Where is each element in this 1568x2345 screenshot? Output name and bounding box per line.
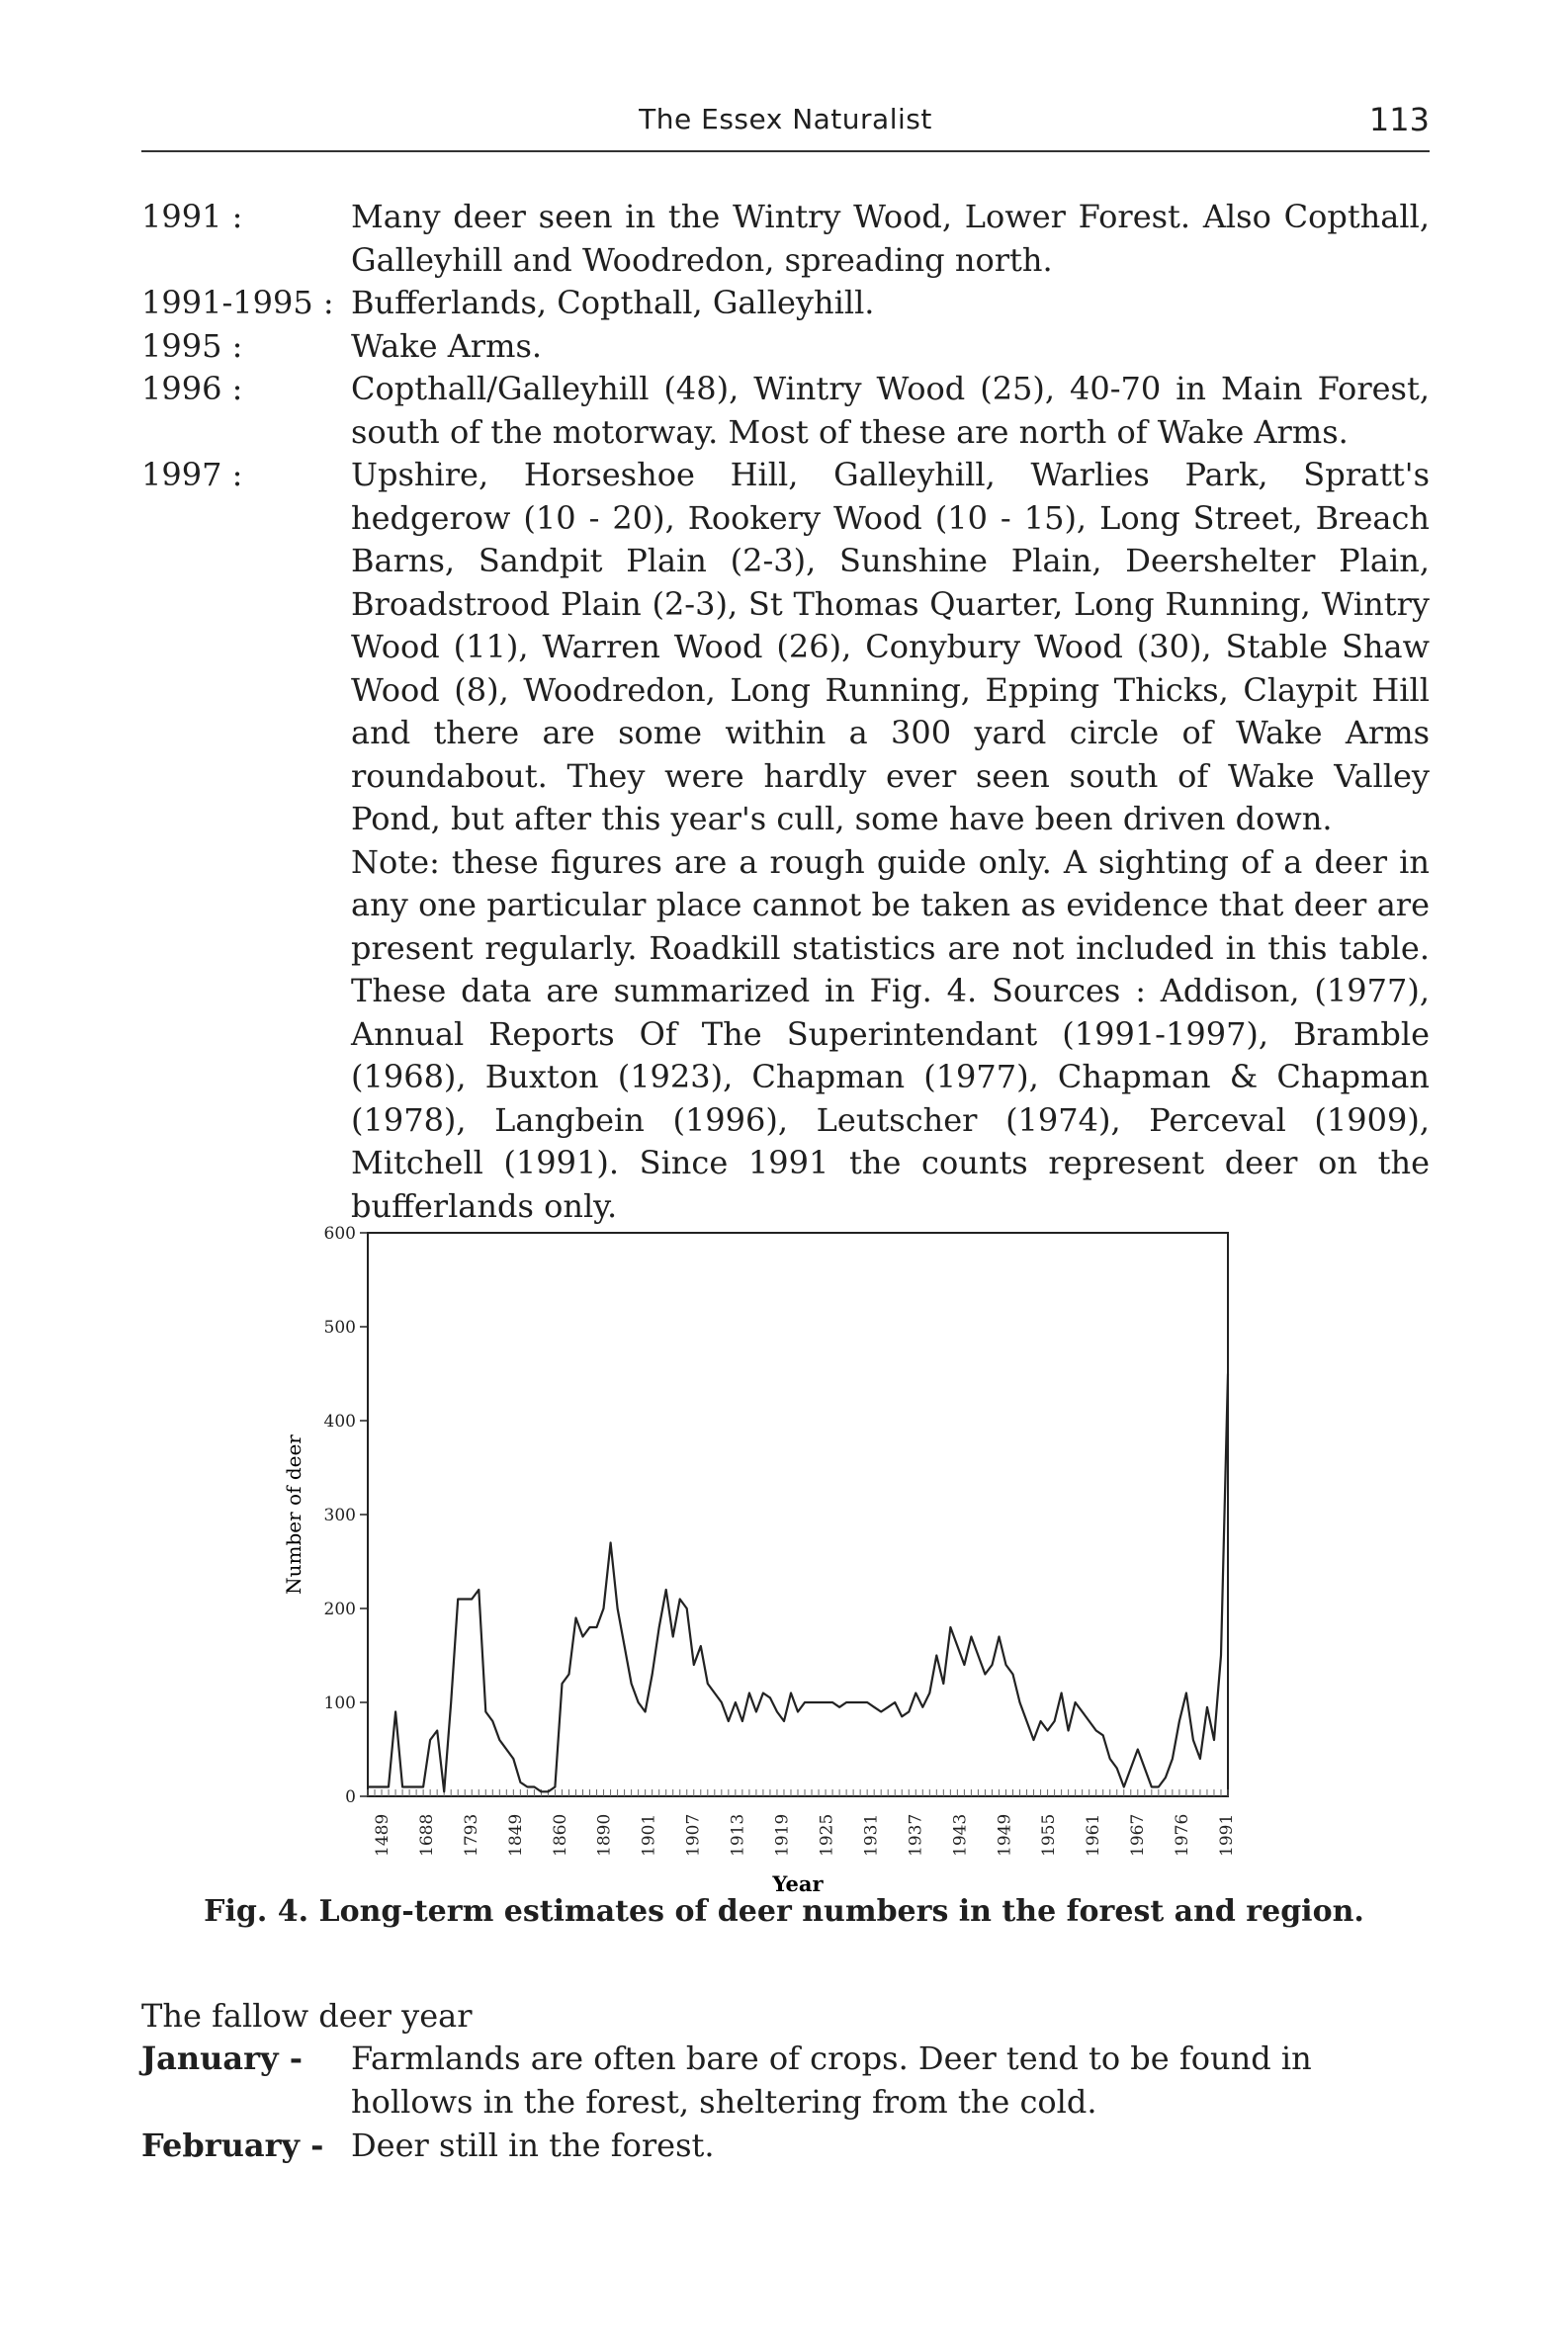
month-label: January - (141, 2040, 304, 2077)
note-text: Note: these figures are a rough guide only. A sighting of a deer in any one particular place cannot be taken as evidence that deer are present regularly. Roadkill statistics are not included in this table. These data are summarized in Fig. 4. Sources : Addison, (1977), Annual Reports Of The Superintendant (1991-1997), Bramble (1968), Buxton (1923), Chapman (1977), Chapman & Chapman (1978), Langbein (1996), Leutscher (1974), Perceval (1909), Mitchell (1991). Since 1991 the counts represent deer on the bufferlands only. (351, 842, 1430, 1225)
x-tick-label-1976: 1976 (1173, 1813, 1193, 1857)
month-label: February - (141, 2127, 324, 2164)
x-tick-label-1991: 1991 (1217, 1813, 1237, 1857)
x-tick-label-1937: 1937 (906, 1813, 926, 1857)
figure-caption: Fig. 4. Long-term estimates of deer numbers in the forest and region. (204, 1894, 1364, 1929)
x-tick-label-1890: 1890 (594, 1813, 615, 1857)
page-number: 113 (1368, 101, 1430, 138)
entry-year: 1991 : (141, 198, 243, 235)
x-tick-label-1949: 1949 (995, 1813, 1015, 1857)
entry-text: Bufferlands, Copthall, Galleyhill. (351, 284, 875, 321)
y-tick-label: 100 (323, 1694, 356, 1713)
y-axis (324, 1224, 368, 1807)
x-tick-label-1913: 1913 (728, 1813, 748, 1857)
entry-text: Many deer seen in the Wintry Wood, Lower Forest. Also Copthall, Galleyhill and Woodredon, spreading north. (351, 198, 1430, 279)
y-tick-label: 500 (323, 1318, 356, 1338)
month-text: Deer still in the forest. (351, 2127, 715, 2164)
x-tick-label-1489: 1489 (373, 1813, 392, 1857)
entry-year: 1997 : (141, 456, 243, 493)
entry-text: Copthall/Galleyhill (48), Wintry Wood (25), 40-70 in Main Forest, south of the motorway. Most of these are north of Wake Arms. (351, 370, 1430, 451)
x-tick-label-1925: 1925 (817, 1813, 837, 1857)
x-tick-label-1793: 1793 (461, 1813, 481, 1857)
entry-text: Wake Arms. (351, 326, 543, 365)
month-text: Farmlands are often bare of crops. Deer tend to be found in hollows in the forest, sheltering from the cold. (351, 2040, 1312, 2121)
x-tick-label-1907: 1907 (683, 1813, 704, 1857)
x-axis-label: Year (772, 1871, 824, 1894)
x-tick-label-1931: 1931 (861, 1813, 882, 1857)
x-tick-label-1860: 1860 (550, 1813, 570, 1857)
y-tick-label: 400 (323, 1412, 356, 1432)
series-line (368, 1374, 1228, 1792)
entry-year: 1995 : (141, 326, 243, 365)
y-tick-label: 200 (323, 1600, 356, 1619)
month-february (141, 2124, 1430, 2167)
entry-text: Upshire, Horseshoe Hill, Galleyhill, Warlies Park, Spratt's hedgerow (10 - 20), Rookery Wood (10 - 15), Long Street, Breach Barns, Sandpit Plain (2-3), Sunshine Plain, Deershelter Plain, Broadstrood Plain (2-3), St Thomas Quarter, Long Running, Wintry Wood (11), Warren Wood (26), Conybury Wood (30), Stable Shaw Wood (8), Woodredon, Long Running, Epping Thicks, Claypit Hill and there are some within a 300 yard circle of Wake Arms roundabout. They were hardly ever seen south of Wake Valley Pond, but after this year's cull, some have been driven down. (351, 456, 1430, 837)
x-tick-label-1943: 1943 (950, 1813, 971, 1857)
entry-year: 1991-1995 : (141, 284, 334, 321)
x-tick-label-1955: 1955 (1039, 1813, 1060, 1857)
journal-title: The Essex Naturalist (639, 103, 932, 135)
x-tick-label-1961: 1961 (1084, 1813, 1104, 1857)
x-tick-label-1901: 1901 (639, 1813, 659, 1857)
y-tick-label: 300 (323, 1506, 356, 1525)
section-title: The fallow deer year (141, 1997, 473, 2035)
month-january (141, 2037, 1430, 2124)
y-tick-label: 0 (345, 1787, 356, 1807)
fallow-deer-year-section (141, 1995, 1430, 2167)
x-tick-label-1967: 1967 (1128, 1813, 1149, 1857)
x-tick-label-1849: 1849 (505, 1813, 526, 1857)
x-tick-label-1919: 1919 (772, 1813, 793, 1857)
x-axis (368, 1789, 1237, 1857)
entry-year: 1996 : (141, 370, 243, 407)
y-tick-label: 600 (323, 1224, 356, 1244)
x-tick-label-1688: 1688 (416, 1813, 437, 1857)
y-axis-label: Number of deer (282, 1434, 305, 1595)
